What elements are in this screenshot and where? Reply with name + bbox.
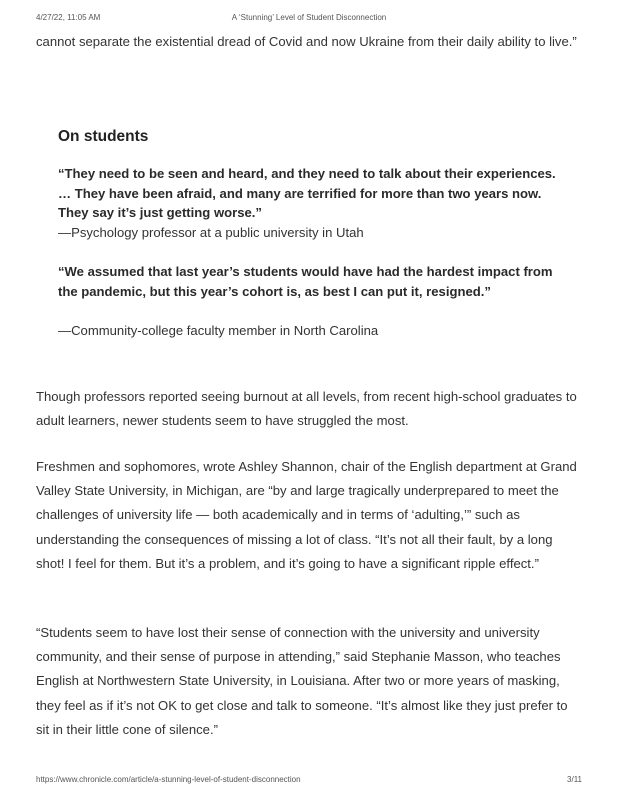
print-footer-url: https://www.chronicle.com/article/a-stunning-level-of-student-disconnection (36, 775, 301, 784)
intro-paragraph-fragment: cannot separate the existential dread of Covid and now Ukraine from their daily ability to live.” (36, 34, 577, 49)
quote-attribution: —Psychology professor at a public university in Utah (58, 225, 364, 240)
quotes-heading: On students (58, 128, 149, 145)
quote-attribution: —Community-college faculty member in North Carolina (58, 323, 379, 338)
quote-text: “We assumed that last year’s students would have had the hardest impact from the pandemic, but this year’s cohort is, as best I can put it, resigned.” (58, 264, 553, 299)
quote-text: “They need to be seen and heard, and they need to talk about their experiences. … They have been afraid, and many are terrified for more than two years now. They say it’s just getting worse.” (58, 166, 556, 220)
print-header-date: 4/27/22, 11:05 AM (36, 13, 101, 22)
print-footer-page-number: 3/11 (567, 775, 582, 784)
print-header-title: A ‘Stunning’ Level of Student Disconnection (231, 13, 387, 22)
body-paragraph: “Students seem to have lost their sense of connection with the university and university community, and their sense of purpose in attending,” said Stephanie Masson, who teaches English at Northwestern State University, in Louisiana. After two or more years of masking, they feel as if it’s not OK to get close and talk to someone. “It’s almost like they just prefer to sit in their little cone of silence.” (36, 625, 568, 737)
body-paragraph: Freshmen and sophomores, wrote Ashley Shannon, chair of the English department at Grand Valley State University, in Michigan, are “by and large tragically underprepared to meet the challenges of university life — both academically and in terms of ‘adulting,’” such as understanding the consequences of missing a lot of class. “It’s not all their fault, by a long shot! I feel for them. But it’s a problem, and it’s going to have a significant ripple effect.” (36, 459, 577, 571)
body-paragraph: Though professors reported seeing burnout at all levels, from recent high-school graduates to adult learners, newer students seem to have struggled the most. (36, 389, 577, 429)
